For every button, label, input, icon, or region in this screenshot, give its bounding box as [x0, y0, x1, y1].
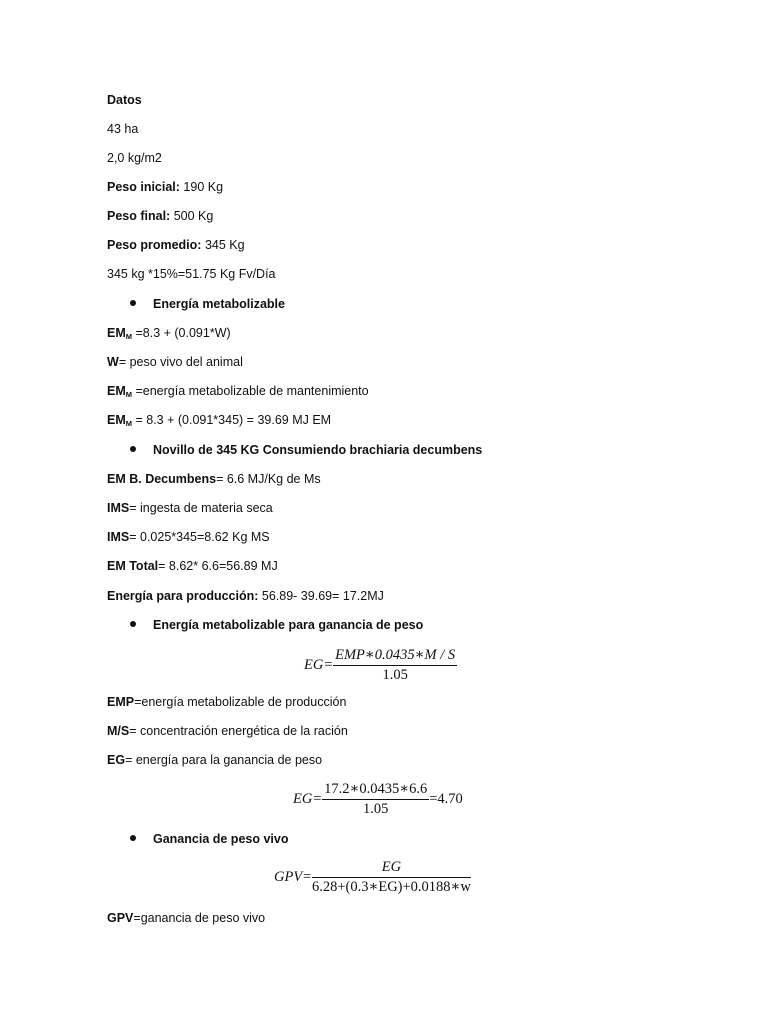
- w-def: = peso vivo del animal: [118, 355, 243, 369]
- formula-result: =4.70: [429, 790, 463, 807]
- em-formula: =8.3 + (0.091*W): [132, 326, 231, 340]
- ms-label: M/S: [107, 724, 130, 738]
- ims-def: = ingesta de materia seca: [129, 501, 273, 515]
- forraje-line: 345 kg *15%=51.75 Kg Fv/Día: [107, 267, 276, 281]
- em-def: =energía metabolizable de mantenimiento: [132, 384, 369, 398]
- denominator: 1.05: [362, 801, 389, 817]
- numerator: EG: [312, 859, 471, 878]
- ims-label: IMS: [107, 501, 130, 515]
- numerator: EMP∗0.0435∗M / S: [333, 647, 457, 666]
- peso-promedio-line: [107, 237, 245, 253]
- formula-eg-calc: [293, 781, 463, 818]
- section-heading: Energía metabolizable: [153, 297, 285, 311]
- peso-inicial-value: 190 Kg: [179, 180, 224, 194]
- em-calc-line: [107, 412, 331, 432]
- heading-datos: Datos: [107, 93, 142, 107]
- energia-produccion-label: Energía para producción:: [107, 589, 259, 603]
- bullet-icon: [130, 621, 136, 627]
- emb-line: [107, 471, 321, 487]
- peso-inicial-label: Peso inicial:: [107, 180, 180, 194]
- peso-final-value: 500 Kg: [170, 209, 214, 223]
- peso-final-label: Peso final:: [107, 209, 171, 223]
- bullet-icon: [130, 300, 136, 306]
- w-def-line: [107, 354, 243, 370]
- gpv-label: GPV: [107, 911, 134, 925]
- bullet-novillo: [107, 442, 482, 458]
- denominator: 1.05: [382, 667, 408, 683]
- em-label: EM: [107, 326, 126, 340]
- emp-line: [107, 694, 346, 710]
- em-formula-line: [107, 325, 231, 345]
- em-total-line: [107, 558, 278, 574]
- em-total-label: EM Total: [107, 559, 159, 573]
- eg-line: [107, 752, 322, 768]
- eg-label: EG: [107, 753, 126, 767]
- carga-value: 2,0 kg/m2: [107, 151, 162, 165]
- ims-calc-line: [107, 529, 270, 545]
- ms-def: = concentración energética de la ración: [129, 724, 348, 738]
- emb-value: = 6.6 MJ/Kg de Ms: [216, 472, 321, 486]
- formula-eg: [304, 647, 457, 684]
- em-label: EM: [107, 384, 126, 398]
- eg-def: = energía para la ganancia de peso: [125, 753, 323, 767]
- bullet-ganancia-peso-vivo: [107, 831, 288, 847]
- formula-lhs: GPV=: [274, 868, 312, 885]
- formula-lhs: EG=: [304, 656, 334, 673]
- gpv-line: [107, 910, 265, 926]
- emp-def: =energía metabolizable de producción: [134, 695, 347, 709]
- w-label: W: [107, 355, 119, 369]
- numerator: 17.2∗0.0435∗6.6: [322, 781, 429, 800]
- formula-lhs: EG=: [293, 790, 323, 807]
- section-heading: Novillo de 345 KG Consumiendo brachiaria decumbens: [153, 443, 483, 457]
- ms-line: [107, 723, 348, 739]
- bullet-ganancia-peso: [107, 617, 423, 633]
- peso-inicial-line: [107, 179, 223, 195]
- gpv-def: =ganancia de peso vivo: [133, 911, 266, 925]
- em-subscript: M: [125, 332, 132, 341]
- area-value: 43 ha: [107, 122, 139, 136]
- ims-calc: = 0.025*345=8.62 Kg MS: [129, 530, 270, 544]
- em-total-value: = 8.62* 6.6=56.89 MJ: [158, 559, 278, 573]
- section-heading: Ganancia de peso vivo: [153, 832, 289, 846]
- section-heading: Energía metabolizable para ganancia de peso: [153, 618, 424, 632]
- peso-final-line: [107, 208, 213, 224]
- bullet-energia-metabolizable: [107, 296, 285, 312]
- formula-gpv: [274, 859, 471, 896]
- emb-label: EM B. Decumbens: [107, 472, 217, 486]
- energia-produccion-value: 56.89- 39.69= 17.2MJ: [258, 589, 384, 603]
- em-subscript: M: [125, 419, 132, 428]
- emp-label: EMP: [107, 695, 135, 709]
- bullet-icon: [130, 835, 136, 841]
- fraction: [333, 647, 457, 684]
- em-def-line: [107, 383, 369, 403]
- em-label: EM: [107, 413, 126, 427]
- denominator: 6.28+(0.3∗EG)+0.0188∗w: [311, 879, 471, 895]
- em-calc: = 8.3 + (0.091*345) = 39.69 MJ EM: [132, 413, 332, 427]
- energia-produccion-line: [107, 588, 384, 604]
- em-subscript: M: [125, 390, 132, 399]
- bullet-icon: [130, 446, 136, 452]
- ims-def-line: [107, 500, 273, 516]
- peso-promedio-label: Peso promedio:: [107, 238, 202, 252]
- peso-promedio-value: 345 Kg: [201, 238, 245, 252]
- fraction: [322, 781, 429, 818]
- fraction: [312, 859, 471, 896]
- ims-label: IMS: [107, 530, 130, 544]
